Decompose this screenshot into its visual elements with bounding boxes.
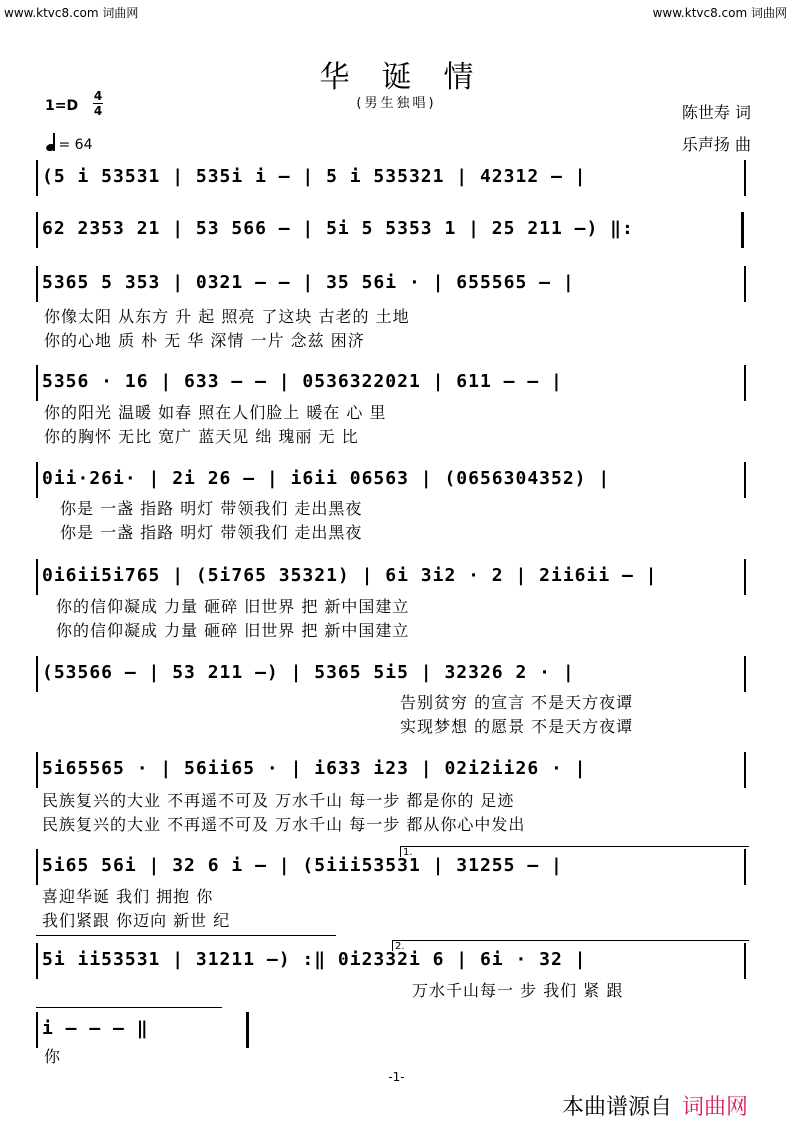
score-system [36,656,748,692]
lyric-line: 你的阳光 温暖 如春 照在人们脸上 暖在 心 里 [44,403,387,422]
score-system [36,266,748,302]
notation-row: 5i ii53531 | 31211 –) :‖ 0i2332i 6 | 6i · 32 | [42,949,587,970]
notation-row: (5 i 53531 | 535i i – | 5 i 535321 | 42312 – | [42,166,587,187]
lyric-line: 你的心地 质 朴 无 华 深情 一片 念兹 困济 [44,331,365,350]
lyric-line: 你的信仰凝成 力量 砸碎 旧世界 把 新中国建立 [56,597,410,616]
lyric-line: 你像太阳 从东方 升 起 照亮 了这块 古老的 土地 [44,307,410,326]
lyric-line: 告别贫穷 的宣言 不是天方夜谭 [400,693,634,712]
score-system [36,160,748,196]
score-system [36,212,748,248]
page-number: -1- [388,1070,405,1084]
watermark-right: www.ktvc8.com 词曲网 [652,6,787,20]
tempo-value: = 64 [58,137,93,153]
notation-row: i – – – ‖ [42,1018,149,1039]
time-signature-bottom: 4 [93,104,103,118]
composer-credit: 乐声扬 曲 [681,135,751,154]
lyric-line: 你的胸怀 无比 宽广 蓝天见 绌 瑰丽 无 比 [44,427,359,446]
notation-row: 0i6ii5i765 | (5i765 35321) | 6i 3i2 · 2 | 2ii6ii – | [42,565,658,586]
lyric-line: 喜迎华诞 我们 拥抱 你 [42,887,214,906]
lyric-line: 你是 一盏 指路 明灯 带领我们 走出黑夜 [60,499,363,518]
lyricist-credit: 陈世寿 词 [681,103,751,122]
notation-row: (53566 – | 53 211 –) | 5365 5i5 | 32326 2 · | [42,662,575,683]
watermark-left: www.ktvc8.com 词曲网 [4,6,139,20]
song-subtitle: (男生独唱) [356,96,437,111]
lyric-line: 民族复兴的大业 不再遥不可及 万水千山 每一步 都从你心中发出 [42,815,526,834]
volta-bracket-1: 1. [400,846,749,857]
score-system [36,1012,256,1048]
score-system [36,365,748,401]
lyric-line: 我们紧跟 你迈向 新世 纪 [42,911,231,930]
notation-row: 0ii·26i· | 2i 26 – | i6ii 06563 | (0656304352) | [42,468,611,489]
source-credit [562,1090,748,1121]
notation-row: 5i65 56i | 32 6 i – | (5iii53531 | 31255 – | [42,855,563,876]
time-signature-top: 4 [93,89,103,103]
notation-row: 5356 · 16 | 633 – – | 0536322021 | 611 – – | [42,371,563,392]
notation-row: 62 2353 21 | 53 566 – | 5i 5 5353 1 | 25 211 –) ‖: [42,218,634,239]
score-system [36,752,748,788]
source-site-link[interactable]: 词曲网 [682,1095,749,1120]
notation-row: 5i65565 · | 56ii65 · | i633 i23 | 02i2ii26 · | [42,758,587,779]
lyric-line: 实现梦想 的愿景 不是天方夜谭 [400,717,634,736]
notation-row: 5365 5 353 | 0321 – – | 35 56i · | 655565 – | [42,272,575,293]
volta-bracket-2: 2. [392,940,749,951]
time-signature [93,90,103,117]
lyric-line: 你的信仰凝成 力量 砸碎 旧世界 把 新中国建立 [56,621,410,640]
lyric-line: 你是 一盏 指路 明灯 带领我们 走出黑夜 [60,523,363,542]
tempo-marking [46,133,93,153]
source-text: 本曲谱源自 [562,1095,673,1120]
score-system [36,462,748,498]
key-signature: 1=D [45,98,79,114]
score-system [36,559,748,595]
song-title: 华诞情 [319,60,506,95]
lyric-line: 万水千山每一 步 我们 紧 跟 [412,981,624,1000]
lyric-line: 民族复兴的大业 不再遥不可及 万水千山 每一步 都是你的 足迹 [42,791,515,810]
lyric-line: 你 [44,1047,62,1066]
